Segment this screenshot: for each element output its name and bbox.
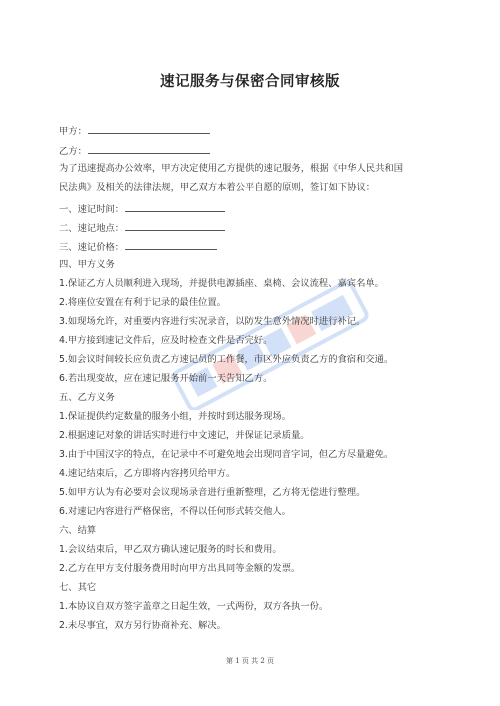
section-5-item: 1.保证提供约定数量的服务小组，并按时到达服务现场。	[59, 411, 291, 422]
page-footer: 第 1 页 共 2 页	[225, 657, 275, 665]
party-a-blank	[88, 124, 210, 134]
section-7-item: 1.本协议自双方签字盖章之日起生效，一式两份，双方各执一份。	[59, 601, 329, 612]
party-b-blank	[88, 144, 210, 154]
section-5-item: 4.速记结束后，乙方即将内容拷贝给甲方。	[59, 468, 236, 479]
section-4-item: 1.保证乙方人员顺利进入现场，并提供电源插座、桌椅、会议流程、嘉宾名单。	[59, 278, 384, 289]
intro-line-1: 为了迅速提高办公效率，甲方决定使用乙方提供的速记服务，根据《中华人民共和国	[59, 163, 403, 174]
party-b-label: 乙方：	[59, 146, 87, 157]
section-6-item: 1.会议结束后，甲乙双方确认速记服务的时长和费用。	[59, 544, 282, 555]
section-5-heading: 五、乙方义务	[59, 392, 115, 403]
section-5-item: 6.对速记内容进行严格保密，不得以任何形式转交他人。	[59, 506, 291, 517]
field-time-blank	[125, 202, 225, 212]
section-4-item: 3.如现场允许，对重要内容进行实况录音，以防发生意外情况时进行补记。	[59, 316, 366, 327]
field-place	[59, 221, 225, 235]
document-title: 速记服务与保密合同审核版	[160, 74, 340, 90]
section-5-item: 5.如甲方认为有必要对会议现场录音进行重新整理，乙方将无偿进行整理。	[59, 487, 366, 498]
section-4-item: 5.如会议时间较长应负责乙方速记员的工作餐，市区外应负责乙方的食宿和交通。	[59, 354, 394, 365]
section-7-heading: 七、其它	[59, 582, 97, 593]
section-4-item: 4.甲方接到速记文件后，应及时检查文件是否完好。	[59, 335, 273, 346]
party-a-label: 甲方：	[59, 126, 87, 137]
section-6-heading: 六、结算	[59, 525, 97, 536]
party-b-line	[59, 144, 210, 158]
field-price-label: 三、速记价格：	[59, 242, 125, 253]
field-time	[59, 202, 225, 216]
section-4-heading: 四、甲方义务	[59, 259, 115, 270]
section-6-item: 2.乙方在甲方支付服务费用时向甲方出具同等金额的发票。	[59, 563, 301, 574]
intro-line-2: 民法典》及相关的法律法规，甲乙双方本着公平自愿的原则，签订如下协议：	[59, 182, 376, 193]
section-5-item: 3.由于中国汉字的特点，在记录中不可避免地会出现同音字词，但乙方尽量避免。	[59, 449, 394, 460]
section-4-item: 6.若出现变故，应在速记服务开始前一天告知乙方。	[59, 373, 273, 384]
section-4-item: 2.将座位安置在有利于记录的最佳位置。	[59, 297, 226, 308]
field-price-blank	[125, 240, 217, 250]
field-time-label: 一、速记时间：	[59, 204, 125, 215]
party-a-line	[59, 124, 210, 138]
field-place-label: 二、速记地点：	[59, 223, 125, 234]
section-7-item: 2.未尽事宜，双方另行协商补充、解决。	[59, 620, 226, 631]
field-price	[59, 240, 217, 254]
section-5-item: 2.根据速记对象的讲话实时进行中文速记，并保证记录质量。	[59, 430, 310, 441]
field-place-blank	[125, 221, 225, 231]
